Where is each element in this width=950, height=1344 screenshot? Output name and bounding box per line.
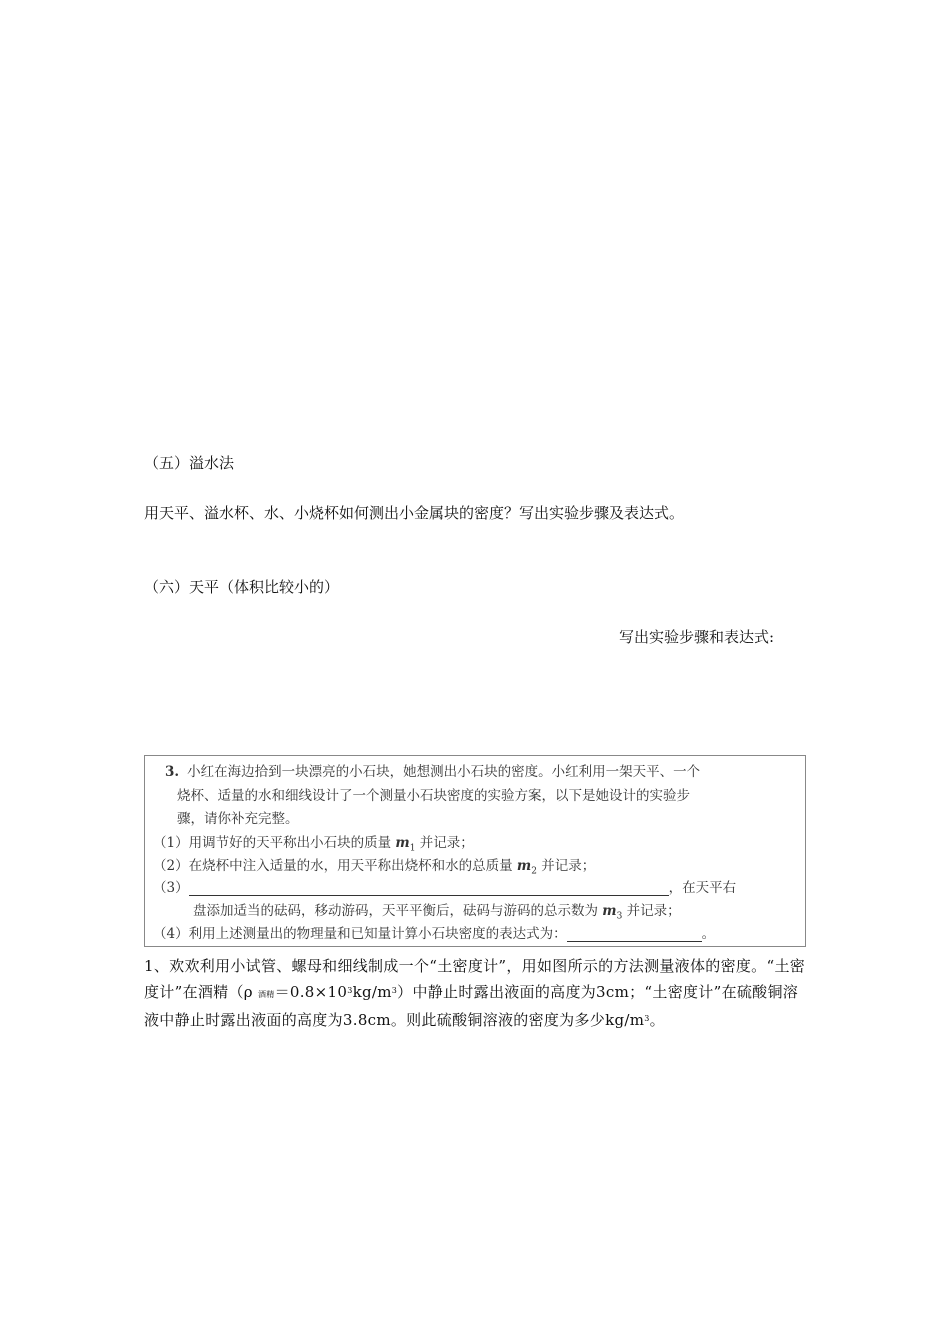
section5-question: 用天平、溢水杯、水、小烧杯如何测出小金属块的密度？写出实验步骤及表达式。 <box>144 504 685 522</box>
problem3-step4: （4）利用上述测量出的物理量和已知量计算小石块密度的表达式为： 。 <box>153 926 716 942</box>
problem3-step3-cont: 盘添加适当的砝码，移动游码，天平平衡后，砝码与游码的总示数为 $m_3$ 并记录； <box>193 903 681 922</box>
problem3-line3: 骤，请你补充完整。 <box>177 811 299 827</box>
section6-instruction: 写出实验步骤和表达式: <box>619 628 775 646</box>
problem1-text: 1、欢欢利用小试管、螺母和细线制成一个“土密度计”，用如图所示的方法测量液体的密度。“土密度计”在酒精（ρ 酒精$=0.8\times 10^3kg/m^3$）中静止时露出液面的高度为3cm；“土密度计”在硫酸铜溶液中静止时露出液面的高度为3.8cm。则此硫酸铜溶液的密度为多少$kg/m^3$。 <box>144 957 806 1029</box>
problem3-step1: （1）用调节好的天平称出小石块的质量 $m_1$ 并记录； <box>153 835 474 854</box>
problem3-number: 3. <box>165 764 180 780</box>
problem3-line1: 3. 小红在海边拾到一块漂亮的小石块，她想测出小石块的密度。小红利用一架天平、一个 <box>165 764 701 780</box>
answer-blank-step4 <box>567 927 702 942</box>
problem3-line2: 烧杯、适量的水和细线设计了一个测量小石块密度的实验方案，以下是她设计的实验步 <box>177 788 690 804</box>
section5-heading: （五）溢水法 <box>144 454 235 472</box>
section6-heading: （六）天平（体积比较小的） <box>144 578 340 596</box>
problem3-step2: （2）在烧杯中注入适量的水，用天平称出烧杯和水的总质量 $m_2$ 并记录； <box>153 858 596 877</box>
problem3-figure <box>144 755 806 947</box>
answer-blank-step3 <box>189 881 669 896</box>
problem3-step3: （3） ，在天平右 <box>153 880 737 896</box>
